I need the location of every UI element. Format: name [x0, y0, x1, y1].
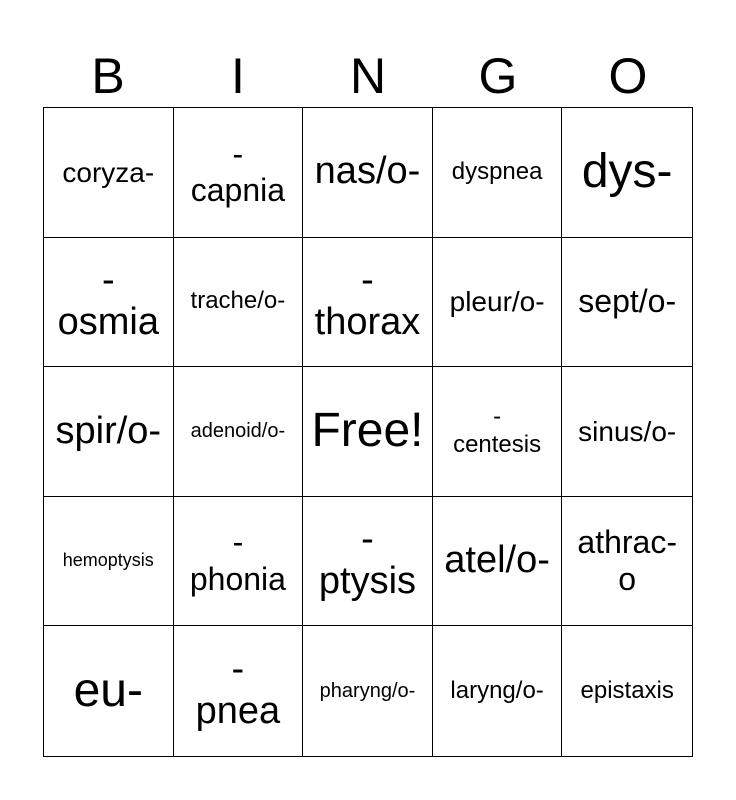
bingo-cell[interactable]: athrac- o — [562, 497, 692, 627]
bingo-cell[interactable]: adenoid/o- — [174, 367, 304, 497]
bingo-cell[interactable]: epistaxis — [580, 676, 674, 704]
bingo-cell[interactable]: nas/o- — [303, 108, 433, 238]
bingo-cell[interactable]: eu- — [44, 626, 174, 756]
bingo-cell[interactable]: - thorax — [303, 238, 433, 368]
bingo-cell[interactable]: - centesis — [433, 367, 563, 497]
bingo-cell[interactable]: pleur/o- — [433, 238, 563, 368]
bingo-cell[interactable]: coryza- — [44, 108, 174, 238]
bingo-cell[interactable]: hemoptysis — [44, 497, 174, 627]
bingo-cell[interactable]: Free! — [303, 367, 433, 497]
bingo-cell[interactable]: dys- — [562, 108, 692, 238]
bingo-cell[interactable]: sept/o- — [562, 238, 692, 368]
header-letter-o: O — [608, 48, 648, 104]
bingo-header — [43, 44, 693, 108]
header-letter-n: N — [349, 48, 387, 104]
bingo-cell[interactable]: - phonia — [174, 497, 304, 627]
bingo-cell[interactable]: spir/o- — [44, 367, 174, 497]
bingo-cell[interactable]: trache/o- — [174, 238, 304, 368]
bingo-cell[interactable]: - ptysis — [303, 497, 433, 627]
bingo-cell[interactable]: pharyng/o- — [303, 626, 433, 756]
bingo-cell[interactable]: sinus/o- — [562, 367, 692, 497]
bingo-cell[interactable]: - osmia — [44, 238, 174, 368]
header-letter-i: I — [231, 48, 245, 104]
bingo-cell[interactable]: laryng/o- — [433, 626, 563, 756]
bingo-cell[interactable]: atel/o- — [433, 497, 563, 627]
header-letter-b: B — [91, 48, 125, 104]
bingo-cell[interactable]: - capnia — [174, 108, 304, 238]
bingo-cell[interactable]: dyspnea — [433, 108, 563, 238]
header-letter-g: G — [478, 48, 518, 104]
bingo-cell[interactable]: - pnea — [174, 626, 304, 756]
bingo-grid — [43, 107, 693, 757]
